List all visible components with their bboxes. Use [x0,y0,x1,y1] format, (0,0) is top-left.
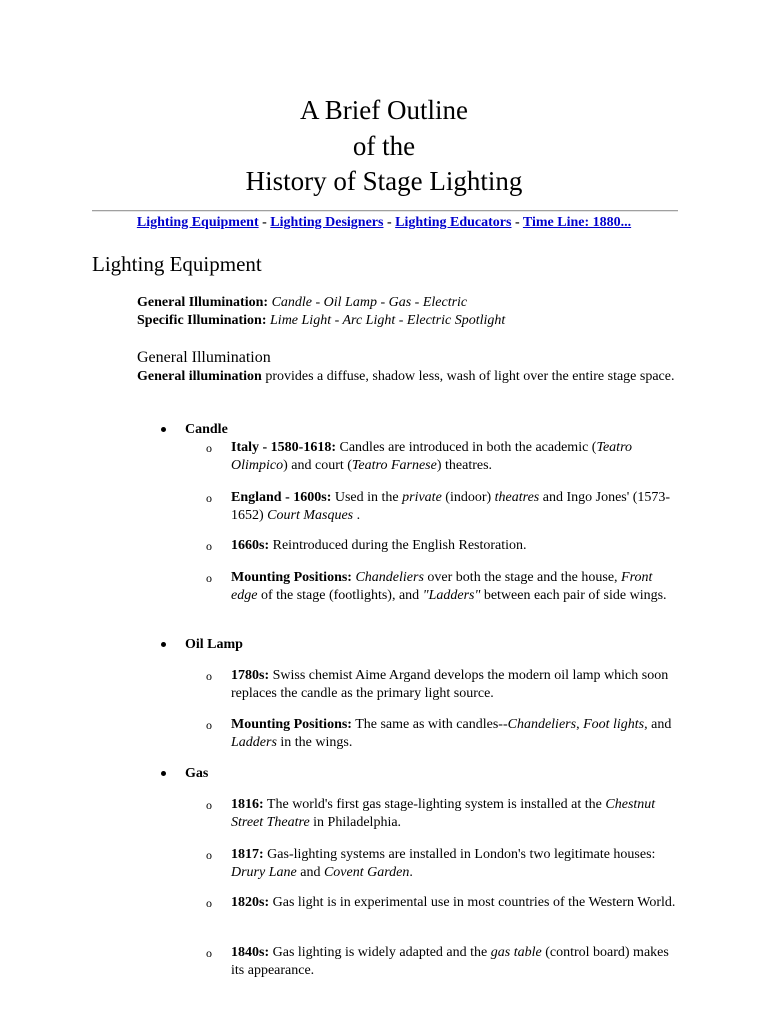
circle-bullet-icon: o [206,798,212,812]
entry-label: England - 1600s: [231,490,332,505]
general-illumination-line [137,294,677,312]
list-item-label: Gas [185,766,209,781]
entry-italic: gas table [490,945,542,960]
circle-bullet-icon: o [206,946,212,960]
general-intro [137,368,677,386]
title-line-1: A Brief Outline [300,95,468,125]
entry-text: Reintroduced during the English Restoration. [272,538,527,553]
entry-text: over both the stage and the house, [427,570,618,585]
entry-italic: private [402,490,442,505]
subsection-heading: General Illumination [137,349,271,366]
entry-text: of the stage (footlights), and [260,588,420,603]
intro-text: provides a diffuse, shadow less, wash of light over the entire stage space. [265,369,675,384]
list-item-label: Oil Lamp [185,637,243,652]
entry-italic: Covent Garden [323,865,410,880]
bullet-icon [161,427,166,432]
entry-text: Used in the [334,490,399,505]
entry-text: and Ingo Jones' (1573-1652) [231,490,671,523]
entry-text: ) theatres. [436,458,493,473]
illumination-summary [137,294,677,330]
entry-italic: theatres [494,490,540,505]
nav-separator: - [514,215,520,230]
entry-text: , and [644,717,672,732]
entry-label: 1820s: [231,895,270,910]
entry-text: between each pair of side wings. [483,588,667,603]
nav-link-lighting-equipment[interactable]: Lighting Equipment [136,215,259,230]
entry-text: and [300,865,321,880]
entry-label: 1840s: [231,945,270,960]
entry-text: (indoor) [445,490,492,505]
bullet-icon [161,642,166,647]
nav-separator: - [262,215,267,230]
general-label: General Illumination: [137,295,269,310]
specific-label: Specific Illumination: [137,313,267,328]
horizontal-rule [92,210,678,212]
specific-illumination-line [137,312,677,330]
entry-label: 1660s: [231,538,270,553]
general-items: Candle - Oil Lamp - Gas - Electric [271,295,468,310]
entry-label: Mounting Positions: [231,717,352,732]
circle-bullet-icon: o [206,441,212,455]
circle-bullet-icon: o [206,848,212,862]
entry-italic: Front edge [231,570,653,603]
entry-italic: Chandeliers [507,717,577,732]
general-illumination-section [137,348,677,386]
entry-label: 1816: [231,797,264,812]
entry-italic: Teatro Farnese [351,458,437,473]
entry-label: Italy - 1580-1618: [231,440,336,455]
entry-text: Swiss chemist Aime Argand develops the modern oil lamp which soon replaces the candle as the primary light source. [231,668,669,701]
intro-bold: General illumination [137,369,262,384]
section-nav [0,213,768,233]
entry-text: . [356,508,361,523]
circle-bullet-icon: o [206,896,212,910]
nav-separator: - [386,215,392,230]
page-title [0,93,768,200]
entry-italic: Drury Lane [231,865,297,880]
section-heading: Lighting Equipment [92,252,262,276]
circle-bullet-icon: o [206,491,212,505]
entry-text: Candles are introduced in both the academic ( [339,440,597,455]
nav-link-time-line[interactable]: Time Line: 1880... [522,215,632,230]
entry-italic: Foot lights [583,717,645,732]
circle-bullet-icon: o [206,539,212,553]
entry-text: in the wings. [280,735,353,750]
entry-label: Mounting Positions: [231,570,352,585]
entry-text: ) and court ( [283,458,352,473]
entry-italic: Teatro Olimpico [231,440,633,473]
entry-text: (control board) makes its appearance. [231,945,669,978]
nav-link-lighting-educators[interactable]: Lighting Educators [395,215,512,230]
circle-bullet-icon: o [206,571,212,585]
nav-link-lighting-designers[interactable]: Lighting Designers [270,215,384,230]
entry-text: . [409,865,413,880]
circle-bullet-icon: o [206,669,212,683]
list-item-label: Candle [185,422,228,437]
specific-items: Lime Light - Arc Light - Electric Spotlight [270,313,506,328]
entry-text: , [576,717,580,732]
entry-text: The same as with candles-- [355,717,508,732]
entry-text: Gas-lighting systems are installed in London's two legitimate houses: [267,847,656,862]
title-line-2: of the [352,130,416,161]
title-line-3: History of Stage Lighting [245,166,523,196]
entry-label: 1780s: [231,668,270,683]
entry-text: Gas light is in experimental use in most countries of the Western World. [272,895,676,910]
entry-text: The world's first gas stage-lighting system is installed at the [266,797,602,812]
entry-italic: Chestnut Street Theatre [231,797,656,830]
entry-italic: Ladders [231,735,277,750]
entry-italic: Court Masques [267,508,354,523]
bullet-icon [161,771,166,776]
entry-text: in Philadelphia. [313,815,402,830]
entry-text: Gas lighting is widely adapted and the [272,945,488,960]
entry-italic: Chandeliers [355,570,424,585]
entry-label: 1817: [231,847,264,862]
circle-bullet-icon: o [206,718,212,732]
entry-italic: "Ladders" [422,588,481,603]
